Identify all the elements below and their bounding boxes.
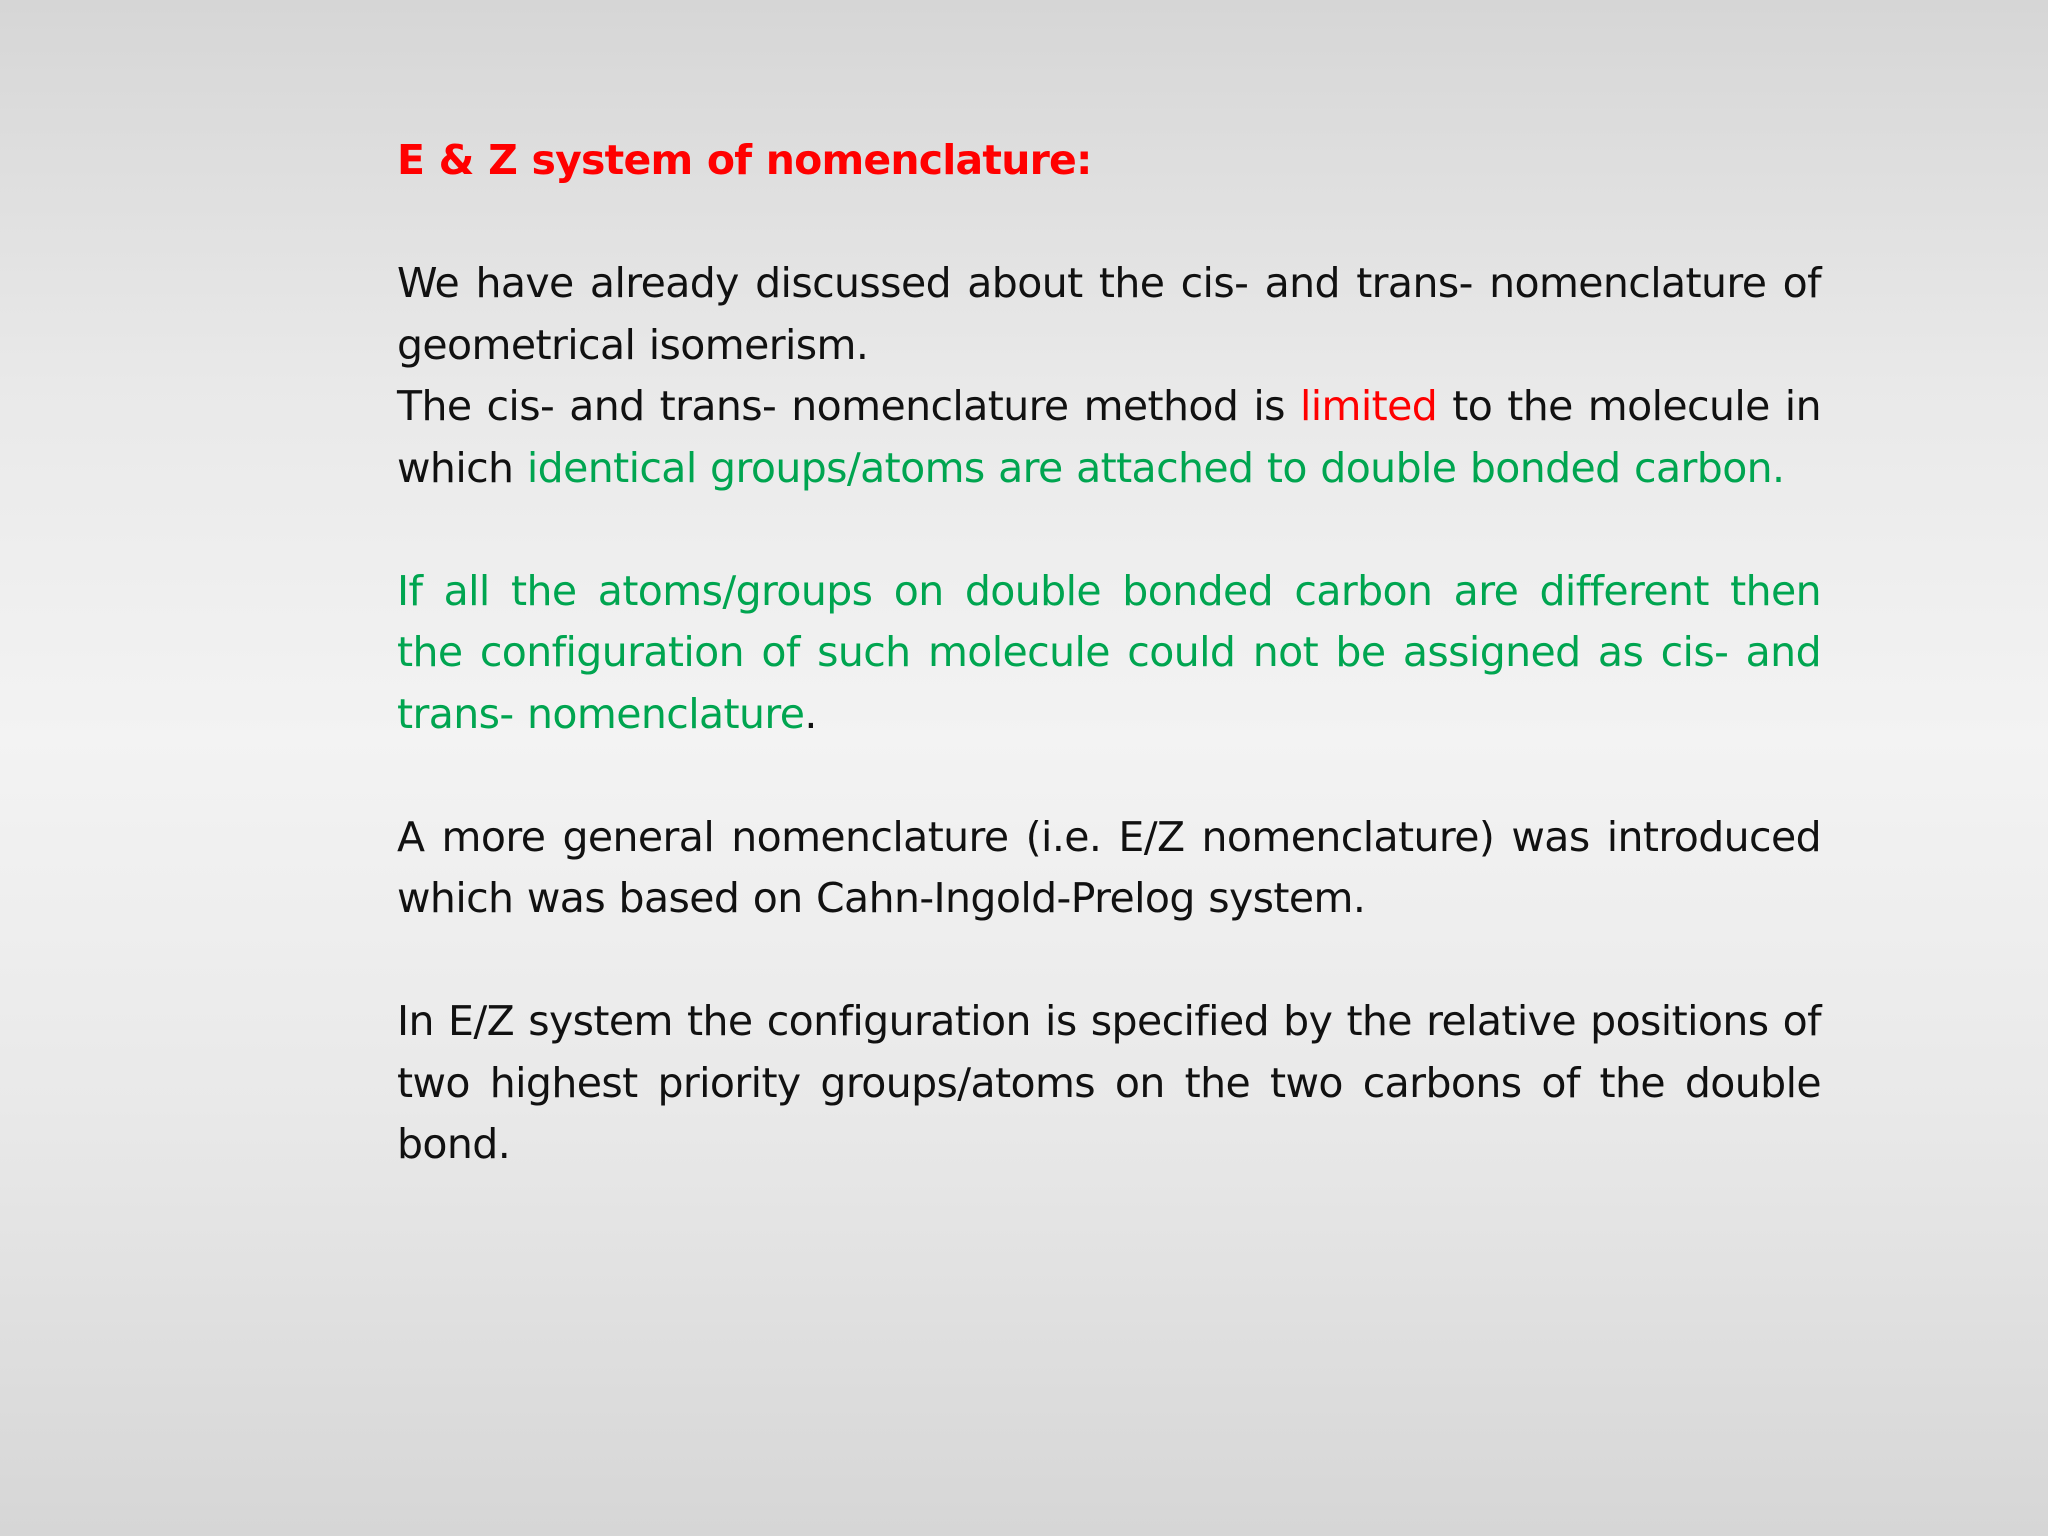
highlight-limited: limited — [1299, 382, 1438, 430]
spacer — [397, 930, 1821, 992]
spacer — [397, 745, 1821, 807]
paragraph-limitation — [397, 376, 1821, 499]
highlight-different-groups: If all the atoms/groups on double bonded carbon are different then the configuration of such molecule could not be assigned as cis- and trans- nomenclature — [397, 566, 1821, 738]
spacer — [397, 499, 1821, 561]
highlight-identical-groups: identical groups/atoms are attached to double bonded carbon. — [526, 443, 1785, 492]
paragraph-limitation-part2: to the molecule in which — [397, 382, 1821, 492]
slide-content — [397, 130, 1821, 1176]
paragraph-different-groups-tail: . — [804, 689, 817, 738]
paragraph-ez-system: In E/Z system the configuration is specified by the relative positions of two highest priority groups/atoms on the two carbons of the double bond. — [397, 997, 1821, 1168]
paragraph-general-nomenclature: A more general nomenclature (i.e. E/Z nomenclature) was introduced which was based on Cahn-Ingold-Prelog system. — [397, 812, 1821, 922]
paragraph-limitation-part1: The cis- and trans- nomenclature method is — [397, 382, 1300, 430]
paragraph-different-groups — [397, 561, 1821, 746]
spacer — [397, 192, 1821, 254]
slide-title: E & Z system of nomenclature: — [397, 136, 1092, 184]
paragraph-intro: We have already discussed about the cis- and trans- nomenclature of geometrical isomerism. — [397, 259, 1821, 369]
